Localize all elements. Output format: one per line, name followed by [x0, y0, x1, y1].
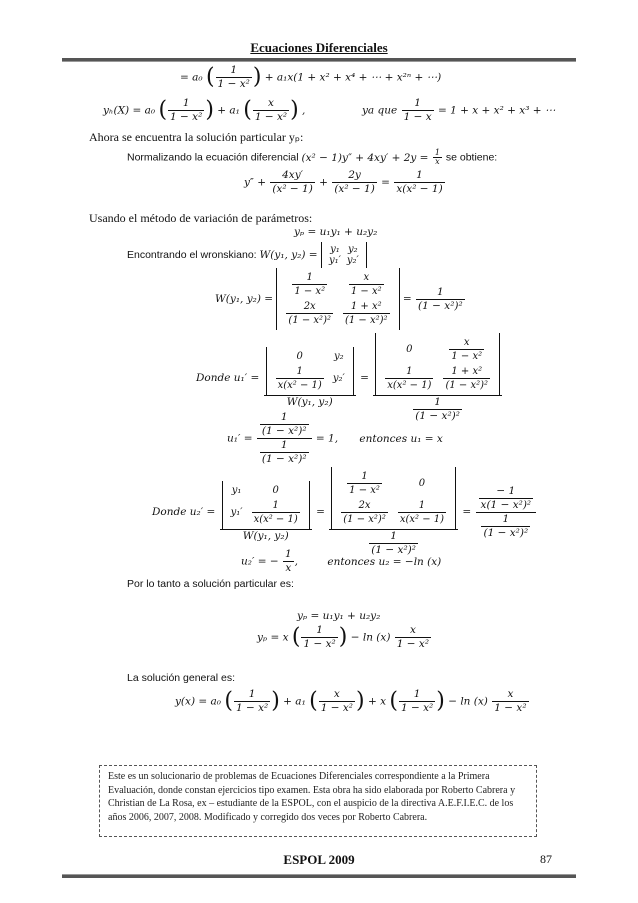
normalizing-line	[127, 149, 497, 166]
fraction	[341, 499, 388, 526]
fraction	[264, 347, 356, 409]
u2-result	[241, 548, 441, 575]
fraction	[283, 548, 294, 575]
det-cell: y₁	[231, 485, 242, 496]
fraction	[220, 481, 312, 543]
fraction-den: 1 − x²	[349, 485, 380, 496]
fraction-num: 1	[394, 169, 444, 183]
particular-solution-def: yₚ = u₁y₁ + u₂y₂	[297, 610, 381, 622]
paren-left: (	[389, 688, 398, 714]
fraction-den: (x² − 1)	[272, 183, 313, 195]
paren-left: (	[205, 64, 215, 90]
eq-text: =	[360, 372, 369, 384]
eq-text: + a₁	[283, 695, 306, 708]
fraction-num: 2y	[332, 169, 376, 183]
eq-text: − ln (x)	[350, 631, 391, 644]
fraction-num: 1	[216, 64, 252, 78]
eq-text: yₚ = x	[257, 631, 289, 644]
fraction	[168, 97, 204, 124]
fraction	[347, 470, 382, 497]
paren-left: (	[291, 624, 301, 650]
fraction-den: (1 − x²)²	[483, 526, 529, 539]
fraction-num: 1 + x²	[343, 300, 390, 314]
eq-text: y(x) = a₀	[175, 695, 221, 708]
fraction-den: 1 − x²	[400, 702, 434, 714]
fraction-num: 4xy′	[270, 169, 314, 183]
determinant	[276, 268, 399, 330]
fraction-den: 1 − x²	[294, 286, 326, 297]
fraction	[492, 688, 528, 715]
general-label: La solución general es:	[127, 672, 235, 684]
fraction-den: x(x² − 1)	[387, 380, 432, 391]
equation-geometric-series	[362, 97, 555, 124]
paren-right: )	[252, 64, 262, 90]
fraction-num: 1	[276, 365, 324, 379]
paren-left: (	[224, 688, 233, 714]
det-cell: y₂	[348, 244, 358, 255]
fraction-den: (1 − x²)²	[415, 410, 460, 422]
det-cell: y₁′	[230, 507, 243, 518]
eq-text: y″ +	[244, 176, 266, 189]
det-cell: 0	[406, 344, 413, 355]
fraction-den: 1 − x²	[170, 111, 203, 123]
fraction-den: W(y₁, y₂)	[242, 530, 289, 542]
u1-derivation	[196, 333, 503, 423]
yp-definition: yₚ = u₁y₁ + u₂y₂	[294, 226, 378, 238]
u1-result	[227, 411, 443, 466]
page-header-title: Ecuaciones Diferenciales	[250, 40, 388, 55]
paren-right: )	[205, 97, 214, 123]
paren-right: )	[356, 688, 365, 714]
eq-text: ya que	[362, 104, 398, 117]
paren-right: )	[271, 688, 280, 714]
fraction-num: 1	[369, 530, 418, 544]
determinant	[375, 333, 500, 395]
paren-right: )	[290, 97, 299, 123]
wronskian-label: Encontrando el wronskiano:	[127, 249, 257, 261]
fraction-num: 1	[292, 271, 327, 285]
eq-text: W(y₁, y₂) =	[259, 249, 318, 261]
eq-text: − ln (x)	[448, 695, 488, 708]
attribution-note: Este es un solucionario de problemas de Ecuaciones Diferenciales correspondiente a la Primera Evaluación, donde constan ejercicios tipo examen. Esta obra ha sido elaborada por Roberto Cabrera y Christian de La Rosa, ex – estudiante de la ESPOL, con el auspicio de la directiva A.E.F.I.E.C. de los años 2006, 2007, 2008. Modificado y corregido dos veces por Roberto Cabrera.	[99, 765, 537, 837]
fraction	[373, 333, 502, 423]
det-cell: y₂′	[346, 255, 359, 266]
eq-text: ,	[294, 555, 299, 568]
fraction-num: x	[492, 688, 528, 702]
det-cell: 0	[272, 485, 279, 496]
fraction	[234, 688, 270, 715]
eq-text: = 1 + x + x² + x³ + ⋯	[438, 104, 556, 117]
fraction	[343, 300, 390, 327]
fraction-den: (1 − x²)²	[418, 299, 463, 312]
fraction-den: 1 − x²	[217, 78, 250, 90]
fraction-num: 1	[301, 624, 337, 638]
eq-text: + x	[367, 695, 387, 708]
fraction	[398, 499, 446, 526]
footer-title: ESPOL 2009	[283, 852, 355, 867]
fraction-num: 1	[481, 513, 530, 527]
equation-yh	[103, 97, 305, 124]
fraction-num: 1 + x²	[443, 365, 490, 379]
wronskian-computation	[215, 268, 466, 330]
fraction-num: x	[349, 271, 384, 285]
fraction	[385, 365, 433, 392]
fraction-num: 1	[416, 286, 465, 300]
fraction-den: (1 − x²)²	[344, 315, 388, 326]
fraction-num	[373, 333, 502, 396]
eq-text: Donde u₂′ =	[152, 506, 216, 518]
eq-text: =	[462, 506, 472, 518]
fraction	[276, 365, 324, 392]
normalizing-label: Normalizando la ecuación diferencial	[127, 151, 299, 164]
fraction-den: x(x² − 1)	[253, 514, 298, 525]
fraction-den: 1 − x²	[320, 702, 354, 714]
variation-intro: Usando el método de variación de parámetros:	[89, 211, 313, 225]
fraction	[481, 513, 530, 540]
paren-left: (	[158, 97, 168, 123]
fraction-den: (1 − x²)²	[288, 315, 331, 326]
fraction	[257, 411, 312, 466]
fraction-num: 1	[347, 470, 382, 484]
fraction-num: x	[319, 688, 355, 702]
fraction-den: x	[285, 562, 292, 574]
general-solution	[175, 688, 530, 715]
fraction-num: x	[395, 624, 431, 638]
determinant	[266, 347, 354, 395]
fraction-num: 2x	[286, 300, 333, 314]
fraction	[329, 467, 458, 557]
particular-solution	[257, 624, 432, 651]
fraction-den: x(x² − 1)	[396, 183, 443, 195]
se-obtiene-label: se obtiene:	[445, 151, 498, 164]
fraction	[252, 499, 300, 526]
fraction-den: (1 − x²)²	[445, 380, 489, 391]
fraction-den: 1 − x²	[235, 702, 269, 714]
fraction	[433, 149, 442, 166]
det-cell: 0	[418, 478, 426, 489]
wronskian-definition	[259, 244, 367, 266]
fraction-den: 1 − x²	[303, 638, 336, 650]
eq-text: entonces u₁ = x	[359, 432, 443, 445]
eq-text: entonces u₂ = −ln (x)	[327, 555, 442, 568]
determinant	[222, 481, 310, 529]
fraction	[301, 624, 337, 651]
fraction	[443, 365, 490, 392]
paren-right: )	[338, 624, 348, 650]
fraction-den: x	[435, 157, 440, 166]
fraction-num: 1	[434, 148, 440, 157]
paren-left: (	[309, 688, 318, 714]
eq-text: =	[316, 506, 325, 518]
fraction-num: 1	[260, 439, 309, 453]
fraction-num	[329, 467, 458, 530]
fraction-den: 1 − x²	[396, 638, 430, 650]
fraction-num	[257, 411, 312, 439]
therefore-label: Por lo tanto a solución particular es:	[127, 578, 294, 590]
fraction-num: 1	[413, 396, 462, 410]
fraction	[270, 169, 314, 196]
fraction-num: 2x	[341, 499, 388, 513]
fraction-num: − 1	[479, 485, 534, 499]
eq-text: yₕ(X) = a₀	[103, 104, 156, 117]
fraction	[349, 271, 384, 298]
fraction-den: x(x² − 1)	[277, 380, 322, 391]
fraction-den: x(1 − x²)²	[480, 498, 532, 511]
det-cell: 0	[296, 351, 303, 362]
fraction-den: 1 − x²	[350, 286, 382, 297]
standard-form-equation	[244, 169, 446, 196]
fraction	[399, 688, 435, 715]
u2-derivation	[152, 467, 537, 557]
fraction	[319, 688, 355, 715]
fraction	[260, 439, 309, 466]
fraction	[416, 286, 465, 313]
determinant	[331, 467, 456, 529]
fraction-num	[476, 485, 537, 513]
fraction-den: (1 − x²)²	[261, 425, 307, 437]
fraction	[476, 485, 537, 540]
fraction-num: 1	[385, 365, 433, 379]
fraction-num: 1	[399, 688, 435, 702]
fraction	[394, 169, 444, 196]
fraction-num: 1	[398, 499, 446, 513]
eq-text: = a₀	[180, 71, 203, 84]
fraction-den: (1 − x²)²	[261, 453, 307, 465]
determinant	[321, 242, 367, 268]
eq-text: +	[319, 176, 328, 189]
normalized-equation	[301, 148, 443, 166]
fraction-num: x	[253, 97, 289, 111]
det-cell: y₂′	[332, 373, 345, 384]
fraction-den: (x² − 1)	[334, 183, 375, 195]
fraction-num: 1	[284, 548, 292, 560]
fraction-den: W(y₁, y₂)	[286, 396, 333, 408]
det-cell: y₂	[333, 351, 344, 362]
equation-series-line	[180, 64, 441, 91]
fraction-num: 1	[168, 97, 204, 111]
eq-text: Donde u₁′ =	[196, 372, 260, 384]
fraction-den: (1 − x²)²	[343, 514, 386, 525]
eq-text: + a₁	[217, 104, 240, 117]
fraction	[479, 485, 534, 512]
fraction-den: 1 − x²	[254, 111, 288, 123]
fraction-den	[476, 513, 537, 540]
fraction	[292, 271, 327, 298]
fraction-den	[257, 439, 312, 466]
fraction	[395, 624, 431, 651]
fraction-den: (1 − x²)²	[371, 544, 416, 556]
eq-text: = 1,	[315, 432, 339, 445]
fraction-num: 1	[234, 688, 270, 702]
paren-left: (	[243, 97, 252, 123]
fraction-num: 1	[402, 97, 434, 111]
wronskian-line	[127, 242, 367, 268]
det-cell: y₁′	[328, 255, 341, 266]
eq-text: + a₁x(1 + x² + x⁴ + ⋯ + x²ⁿ + ⋯)	[264, 71, 442, 84]
eq-text: =	[381, 176, 390, 189]
fraction-den: 1 − x²	[451, 351, 483, 362]
fraction	[402, 97, 434, 124]
fraction-den: x(x² − 1)	[399, 514, 445, 525]
fraction	[260, 411, 309, 438]
fraction-num	[220, 481, 312, 530]
fraction-num: x	[449, 336, 484, 350]
eq-text: =	[402, 293, 412, 305]
fraction	[253, 97, 289, 124]
page-number: 87	[540, 852, 552, 866]
fraction-den: 1 − x²	[494, 702, 527, 714]
header-rule	[62, 58, 576, 62]
eq-text: W(y₁, y₂) =	[215, 293, 274, 305]
paren-right: )	[436, 688, 445, 714]
fraction	[216, 64, 252, 91]
fraction-num: 1	[260, 411, 309, 425]
fraction-num: 1	[252, 499, 300, 513]
fraction	[449, 336, 484, 363]
det-cell: y₁	[330, 244, 340, 255]
eq-text: u₁′ =	[227, 432, 253, 445]
fraction	[286, 300, 333, 327]
particular-intro: Ahora se encuentra la solución particular yₚ:	[89, 130, 304, 144]
eq-text: u₂′ = −	[241, 555, 279, 568]
fraction-den: 1 − x	[403, 111, 432, 123]
eq-text: ,	[302, 104, 306, 117]
fraction	[332, 169, 376, 196]
eq-text: (x² − 1)y″ + 4xy′ + 2y =	[301, 151, 429, 164]
fraction-num	[264, 347, 356, 396]
footer-rule	[62, 874, 576, 878]
